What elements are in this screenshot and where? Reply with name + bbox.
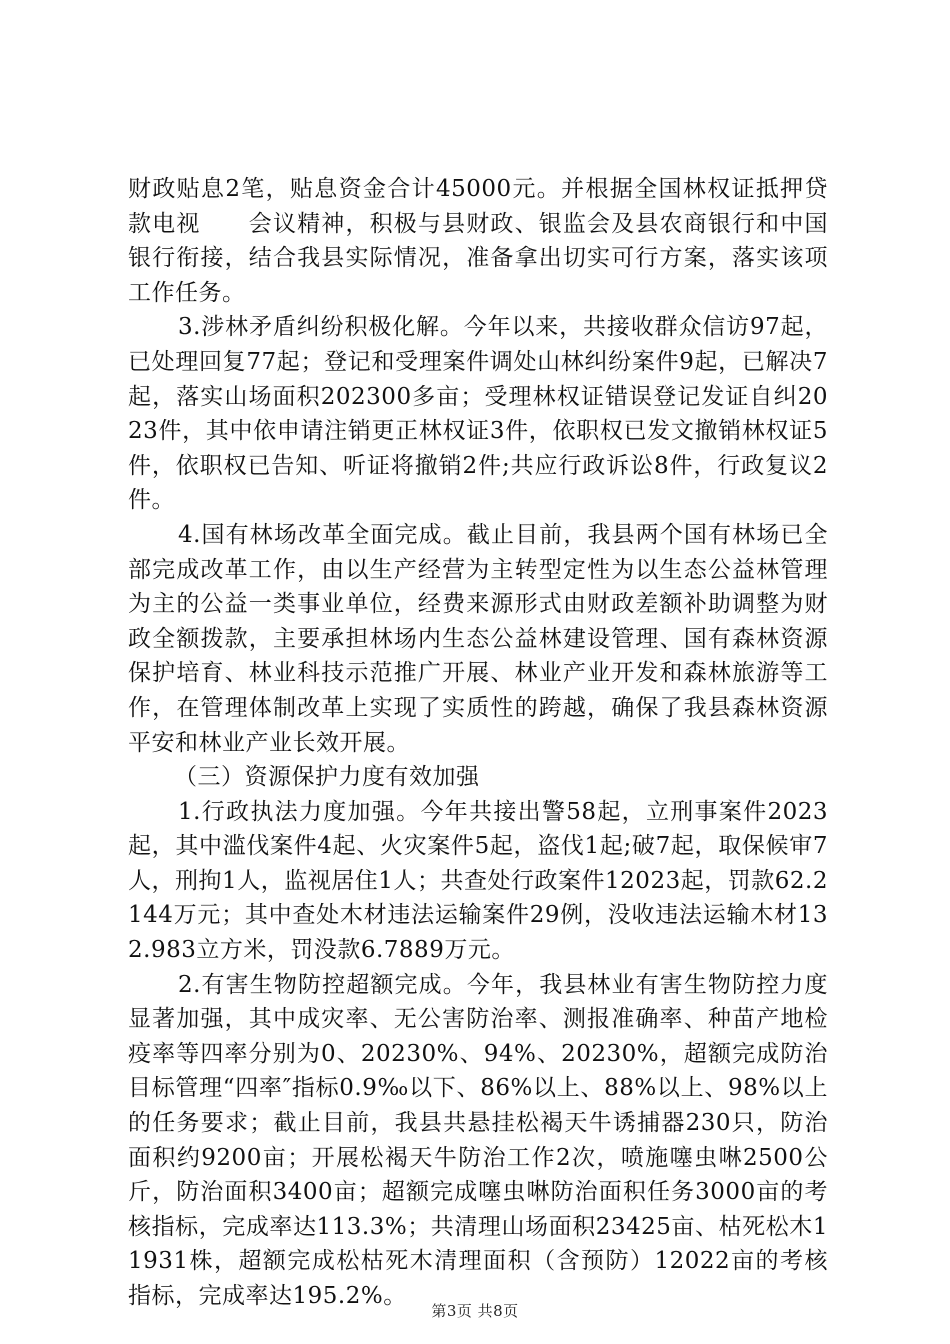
document-body bbox=[128, 172, 828, 1314]
paragraph-subsidy-continuation: 财政贴息2笔，贴息资金合计45000元。并根据全国林权证抵押贷款电视 会议精神，积极与县财政、银监会及县农商银行和中国银行衔接，结合我县实际情况，准备拿出切实可行方案，落实该项工作任务。 bbox=[128, 176, 828, 306]
section-heading-resource-protection: （三）资源保护力度有效加强 bbox=[174, 764, 480, 791]
paragraph-dispute-resolution: 3.涉林矛盾纠纷积极化解。今年以来，共接收群众信访97起，已处理回复77起；登记和受理案件调处山林纠纷案件9起，已解决7起，落实山场面积202300多亩；受理林权证错误登记发证自纠2023件，其中依申请注销更正林权证3件，依职权已发文撤销林权证5件，依职权已告知、听证将撤销2件;共应行政诉讼8件，行政复议2件。 bbox=[128, 314, 828, 514]
page-footer: 第3页 共8页 bbox=[431, 1302, 519, 1320]
paragraph-pest-control: 2.有害生物防控超额完成。今年，我县林业有害生物防控力度显著加强，其中成灾率、无公害防治率、测报准确率、种苗产地检疫率等四率分别为0、20230%、94%、20230%，超额完成防治目标管理“四率″指标0.9‰以下、86%以上、88%以上、98%以上的任务要求；截止目前，我县共悬挂松褐天牛诱捕器230只，防治面积约9200亩；开展松褐天牛防治工作2次，喷施噻虫啉2500公斤，防治面积3400亩；超额完成噻虫啉防治面积任务3000亩的考核指标，完成率达113.3%；共清理山场面积23425亩、枯死松木11931株，超额完成松枯死木清理面积（含预防）12022亩的考核指标，完成率达195.2%。 bbox=[128, 971, 828, 1309]
paragraph-forest-farm-reform: 4.国有林场改革全面完成。截止目前，我县两个国有林场已全部完成改革工作，由以生产经营为主转型定性为以生态公益林管理为主的公益一类事业单位，经费来源形式由财政差额补助调整为财政全额拨款，主要承担林场内生态公益林建设管理、国有森林资源保护培育、林业科技示范推广开展、林业产业开发和森林旅游等工作，在管理体制改革上实现了实质性的跨越，确保了我县森林资源平安和林业产业长效开展。 bbox=[128, 521, 828, 756]
paragraph-law-enforcement: 1.行政执法力度加强。今年共接出警58起，立刑事案件2023起，其中滥伐案件4起、火灾案件5起，盗伐1起;破7起，取保候审7人，刑拘1人，监视居住1人；共查处行政案件12023起，罚款62.2144万元；其中查处木材违法运输案件29例，没收违法运输木材132.983立方米，罚没款6.7889万元。 bbox=[128, 798, 828, 964]
